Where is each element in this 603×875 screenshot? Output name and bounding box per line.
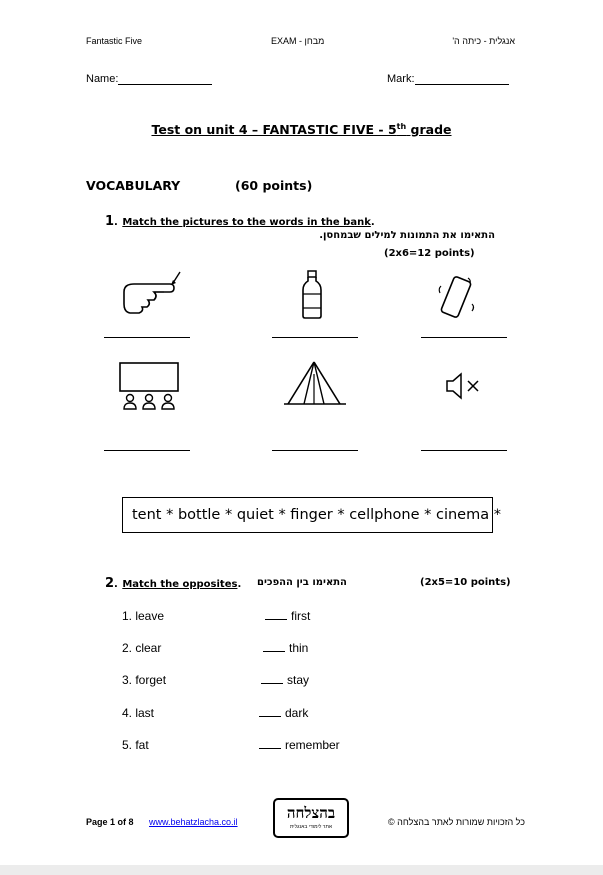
blank-2[interactable]: [263, 642, 285, 652]
q1-hebrew: התאימו את התמונות למילים שבמחסן.: [319, 230, 495, 241]
cinema-icon: [116, 361, 182, 413]
opposite-right-3-text: stay: [287, 673, 310, 687]
name-label: Name:: [86, 73, 119, 85]
title-text: Test on unit 4 – FANTASTIC FIVE - 5: [151, 122, 397, 138]
title-suffix: grade: [406, 122, 452, 138]
q1-number: 1: [105, 214, 115, 229]
opposite-right-4[interactable]: [259, 706, 308, 720]
opposite-right-4-text: dark: [285, 706, 309, 720]
opposite-right-1-text: first: [291, 609, 311, 623]
opposite-left-1: 1. leave: [122, 609, 165, 623]
page-title: [0, 122, 603, 137]
answer-line-3[interactable]: [421, 337, 507, 338]
finger-icon: [118, 270, 188, 320]
q1-period: .: [370, 217, 375, 228]
blank-1[interactable]: [265, 610, 287, 620]
opposite-right-5[interactable]: [259, 738, 340, 752]
answer-line-5[interactable]: [272, 450, 358, 451]
page-bottom-strip: [0, 865, 603, 875]
header-left: Fantastic Five: [86, 36, 143, 46]
header-center: EXAM - מבחן: [271, 36, 325, 46]
q1-instruction: Match the pictures to the words in the bank: [122, 217, 371, 228]
blank-4[interactable]: [259, 707, 281, 717]
cellphone-icon: [437, 274, 477, 322]
q1-dot: .: [114, 217, 118, 228]
q2-number: 2: [105, 576, 115, 591]
q2-hebrew: התאימו בין ההפכים: [257, 577, 347, 588]
footer-link[interactable]: www.behatzlacha.co.il: [149, 817, 238, 827]
q2-heading: [105, 574, 241, 592]
q2-period: .: [237, 579, 242, 590]
q1-heading: [105, 212, 375, 230]
opposite-right-5-text: remember: [285, 738, 340, 752]
title-sup: th: [396, 122, 407, 131]
q1-points: (2x6=12 points): [384, 248, 475, 259]
name-line: [118, 73, 212, 85]
opposite-right-1[interactable]: [265, 609, 310, 623]
answer-line-6[interactable]: [421, 450, 507, 451]
opposite-right-3[interactable]: [261, 673, 309, 687]
answer-line-4[interactable]: [104, 450, 190, 451]
section-name: VOCABULARY: [86, 178, 181, 193]
tent-icon: [282, 360, 348, 406]
logo-subtext: אתר לימודי באנגלית: [289, 824, 333, 830]
q2-instruction: Match the opposites: [122, 579, 238, 590]
page-number: Page 1 of 8: [86, 817, 134, 827]
logo-text: בהצלחה: [286, 804, 336, 822]
opposite-right-2[interactable]: [263, 641, 308, 655]
logo: [273, 798, 349, 838]
opposite-right-2-text: thin: [289, 641, 309, 655]
blank-5[interactable]: [259, 739, 281, 749]
mark-label: Mark:: [387, 73, 415, 85]
q2-dot: .: [114, 579, 118, 590]
header-right: אנגלית - כיתה ה': [452, 36, 515, 46]
opposite-left-3: 3. forget: [122, 673, 167, 687]
name-field[interactable]: [86, 73, 212, 85]
section-points: (60 points): [235, 178, 313, 193]
answer-line-1[interactable]: [104, 337, 190, 338]
blank-3[interactable]: [261, 674, 283, 684]
q2-points: (2x5=10 points): [420, 577, 511, 588]
quiet-icon: [444, 372, 488, 400]
opposite-left-5: 5. fat: [122, 738, 149, 752]
mark-field[interactable]: [387, 73, 509, 85]
mark-line: [415, 73, 509, 85]
opposite-left-4: 4. last: [122, 706, 155, 720]
copyright: כל הזכויות שמורות לאתר בהצלחה ©: [388, 817, 525, 827]
word-bank: tent * bottle * quiet * finger * cellphone * cinema *: [122, 497, 493, 533]
answer-line-2[interactable]: [272, 337, 358, 338]
bottle-icon: [300, 270, 324, 320]
opposite-left-2: 2. clear: [122, 641, 162, 655]
